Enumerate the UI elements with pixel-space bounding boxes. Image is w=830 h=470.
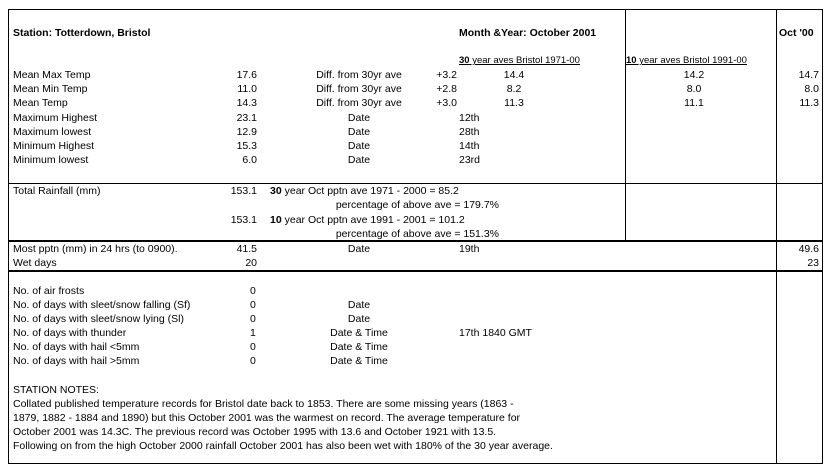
rule-rain-top — [9, 183, 822, 184]
day-count-label: No. of days with hail >5mm — [13, 355, 140, 367]
rain-ave30-line: 30 year Oct pptn ave 1971 - 2000 = 85.2 — [270, 185, 459, 197]
wet-days-value: 20 — [245, 257, 257, 269]
day-count-value: 0 — [250, 285, 256, 297]
prev-value: 11.3 — [799, 97, 819, 109]
notes-line: Following on from the high October 2000 rainfall October 2001 has also been wet with 180% of the 30 year average. — [13, 440, 553, 452]
month-year: Month &Year: October 2001 — [459, 27, 597, 39]
extreme-date: 28th — [459, 126, 480, 138]
notes-title: STATION NOTES: — [13, 384, 99, 396]
rainfall-value: 153.1 — [230, 214, 257, 226]
diff-label: Diff. from 30yr ave — [316, 69, 402, 81]
station-title: Station: Totterdown, Bristol — [13, 27, 151, 39]
day-count-value: 1 — [250, 327, 256, 339]
rain-pct-30: percentage of above ave = 179.7% — [335, 199, 499, 211]
notes-line: 1879, 1882 - 1884 and 1890) but this October 2001 was the warmest on record. The average temperature for — [13, 412, 521, 424]
ave10-value: 14.2 — [683, 69, 705, 81]
date-label: Date — [347, 313, 371, 325]
max-24h-label: Most pptn (mm) in 24 hrs (to 0900). — [13, 243, 178, 255]
temp-value: 14.3 — [236, 97, 257, 109]
ave10-value: 8.0 — [686, 83, 702, 95]
date-label: Date & Time — [330, 327, 388, 339]
ave30-value: 11.3 — [504, 97, 524, 109]
temp-label: Mean Max Temp — [13, 69, 91, 81]
prev-value: 49.6 — [798, 243, 819, 255]
prev-value: 23 — [807, 257, 819, 269]
day-count-label: No. of days with thunder — [13, 327, 127, 339]
extreme-value: 15.3 — [236, 140, 257, 152]
weather-report-sheet — [8, 9, 823, 464]
rainfall-label: Total Rainfall (mm) — [13, 185, 101, 197]
rainfall-value: 153.1 — [230, 185, 257, 197]
day-count-label: No. of days with sleet/snow lying (Sl) — [13, 313, 184, 325]
temp-label: Mean Temp — [13, 97, 68, 109]
date-label: Date & Time — [330, 355, 388, 367]
date-label: Date — [347, 154, 371, 166]
diff-label: Diff. from 30yr ave — [316, 97, 402, 109]
diff-value: +3.0 — [436, 97, 457, 109]
ave30-value: 14.4 — [503, 69, 525, 81]
day-count-value: 0 — [250, 355, 256, 367]
day-count-value: 0 — [250, 313, 256, 325]
day-count-value: 0 — [250, 299, 256, 311]
date-label: Date — [347, 140, 371, 152]
day-count-label: No. of days with hail <5mm — [13, 341, 140, 353]
extreme-label: Minimum lowest — [13, 154, 89, 166]
ave10-value: 11.1 — [684, 97, 704, 109]
temp-value: 11.0 — [237, 83, 257, 95]
extreme-date: 12th — [459, 112, 480, 124]
day-count-value: 0 — [250, 341, 256, 353]
extreme-value: 23.1 — [236, 112, 257, 124]
date-label: Date — [347, 299, 371, 311]
max-24h-value: 41.5 — [236, 243, 257, 255]
rain-pct-10: percentage of above ave = 151.3% — [335, 228, 499, 240]
temp-label: Mean Min Temp — [13, 83, 88, 95]
extreme-value: 6.0 — [242, 154, 257, 166]
day-count-label: No. of days with sleet/snow falling (Sf) — [13, 299, 191, 311]
notes-line: October 2001 was 14.3C. The previous record was October 1995 with 13.6 and October 1921 with 13.5. — [13, 426, 497, 438]
extreme-value: 12.9 — [236, 126, 257, 138]
prev-value: 14.7 — [798, 69, 819, 81]
date-label: Date — [347, 126, 371, 138]
thunder-date: 17th 1840 GMT — [459, 327, 532, 339]
temp-value: 17.6 — [236, 69, 257, 81]
diff-label: Diff. from 30yr ave — [316, 83, 402, 95]
diff-value: +2.8 — [436, 83, 457, 95]
ave30-value: 8.2 — [506, 83, 522, 95]
date-label: Date — [347, 112, 371, 124]
rain-ave10-line: 10 year Oct pptn ave 1991 - 2001 = 101.2 — [270, 214, 465, 226]
date-label: Date — [347, 243, 371, 255]
prev-value: 8.0 — [804, 83, 819, 95]
rule-days-top — [9, 270, 822, 272]
ave30-heading: 30 year aves Bristol 1971-00 — [459, 55, 580, 66]
wet-days-label: Wet days — [13, 257, 57, 269]
rule-col-prev — [776, 10, 777, 463]
day-count-label: No. of air frosts — [13, 285, 85, 297]
max-24h-date: 19th — [459, 243, 480, 255]
rule-col-10yr — [625, 10, 626, 240]
ave10-heading: 10 year aves Bristol 1991-00 — [626, 55, 747, 66]
diff-value: +3.2 — [436, 69, 457, 81]
extreme-label: Maximum lowest — [13, 126, 92, 138]
extreme-label: Maximum Highest — [13, 112, 98, 124]
extreme-label: Minimum Highest — [13, 140, 95, 152]
prev-year-heading: Oct '00 — [779, 27, 814, 39]
notes-line: Collated published temperature records for Bristol date back to 1853. There are some missing years (1863 - — [13, 398, 514, 410]
extreme-date: 23rd — [459, 154, 481, 166]
extreme-date: 14th — [459, 140, 480, 152]
date-label: Date & Time — [330, 341, 388, 353]
